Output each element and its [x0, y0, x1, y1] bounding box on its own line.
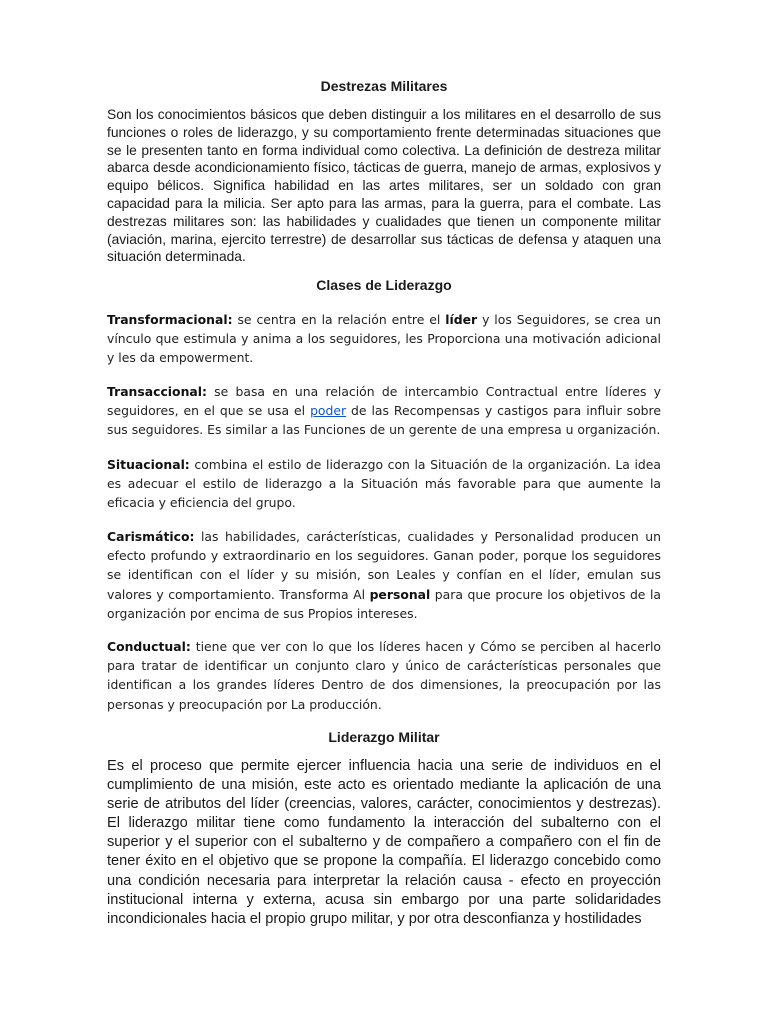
term-conductual: Conductual:: [107, 639, 191, 654]
term-situacional: Situacional:: [107, 457, 190, 472]
paragraph-transformacional: [107, 310, 661, 368]
heading-destrezas-militares: Destrezas Militares: [320, 78, 448, 94]
paragraph-liderazgo-militar: Es el proceso que permite ejercer influencia hacia una serie de individuos en el cumplimiento de una misión, este acto es orientado mediante la aplicación de una serie de atributos del líder (creencias, valores, carácter, conocimientos y destrezas). El liderazgo militar tiene como fundamento la interacción del subalterno con el superior y el superior con el subalterno y de compañero a compañero con el fin de tener éxito en el objetivo que se propone la compañía. El liderazgo concebido como una condición necesaria para interpretar la relación causa - efecto en proyección institucional interna y externa, acusa sin embargo por una parte solidaridades incondicionales hacia el propio grupo militar, y por otra desconfianza y hostilidades: [107, 758, 661, 927]
term-carismatico: Carismático:: [107, 529, 195, 544]
text-transformacional-2: y los Seguidores, se crea un vínculo que estimula y anima a los seguidores, les Proporciona una motivación adicional y les da empowerment.: [107, 312, 661, 366]
link-poder[interactable]: poder: [310, 403, 347, 419]
paragraph-carismatico: [107, 527, 661, 623]
paragraph-conductual: [107, 637, 661, 714]
text-transformacional-1: se centra en la relación entre el: [232, 312, 446, 327]
heading-clases-de-liderazgo: Clases de Liderazgo: [316, 277, 452, 293]
bold-personal: personal: [369, 586, 431, 602]
bold-lider: líder: [445, 312, 478, 327]
text-situacional-1: combina el estilo de liderazgo con la Situación de la organización. La idea es adecuar el estilo de liderazgo a la Situación más favorable para que aumente la eficacia y eficiencia del grupo.: [107, 457, 661, 511]
term-transformacional: Transformacional:: [107, 312, 233, 327]
text-transaccional-2: de las Recompensas y castigos para influir sobre sus seguidores. Es similar a las Funciones de un gerente de una empresa u organización.: [107, 403, 661, 438]
text-transaccional-1: se basa en una relación de intercambio Contractual entre líderes y seguidores, en el que se usa el: [107, 384, 661, 419]
paragraph-situacional: [107, 455, 661, 513]
paragraph-destrezas: Son los conocimientos básicos que deben distinguir a los militares en el desarrollo de sus funciones o roles de liderazgo, y su comportamiento frente determinadas situaciones que se le presenten tanto en forma individual como colectiva. La definición de destreza militar abarca desde acondicionamiento físico, tácticas de guerra, manejo de armas, explosivos y equipo bélicos. Significa habilidad en las artes militares, ser un soldado con gran capacidad para la milicia. Ser apto para las armas, para la guerra, para el combate. Las destrezas militares son: las habilidades y cualidades que tienen un componente militar (aviación, marina, ejercito terrestre) de desarrollar sus tácticas de defensa y ataquen una situación determinada.: [107, 107, 661, 265]
text-conductual-1: tiene que ver con lo que los líderes hacen y Cómo se perciben al hacerlo para tratar de identificar un conjunto claro y único de carácterísticas personales que identifican a los grandes líderes Dentro de dos dimensiones, la preocupación por las personas y preocupación por La producción.: [107, 639, 661, 712]
text-carismatico-2: para que procure los objetivos de la organización por encima de sus Propios intereses.: [107, 586, 661, 621]
term-transaccional: Transaccional:: [107, 384, 207, 399]
text-carismatico-1: las habilidades, carácterísticas, cualidades y Personalidad producen un efecto profundo y extraordinario en los seguidores. Ganan poder, porque los seguidores se identifican con el líder y su misión, son Leales y confían en el líder, emulan sus valores y comportamiento. Transforma Al: [107, 529, 661, 602]
paragraph-transaccional: [107, 382, 661, 440]
heading-liderazgo-militar: Liderazgo Militar: [328, 729, 440, 745]
